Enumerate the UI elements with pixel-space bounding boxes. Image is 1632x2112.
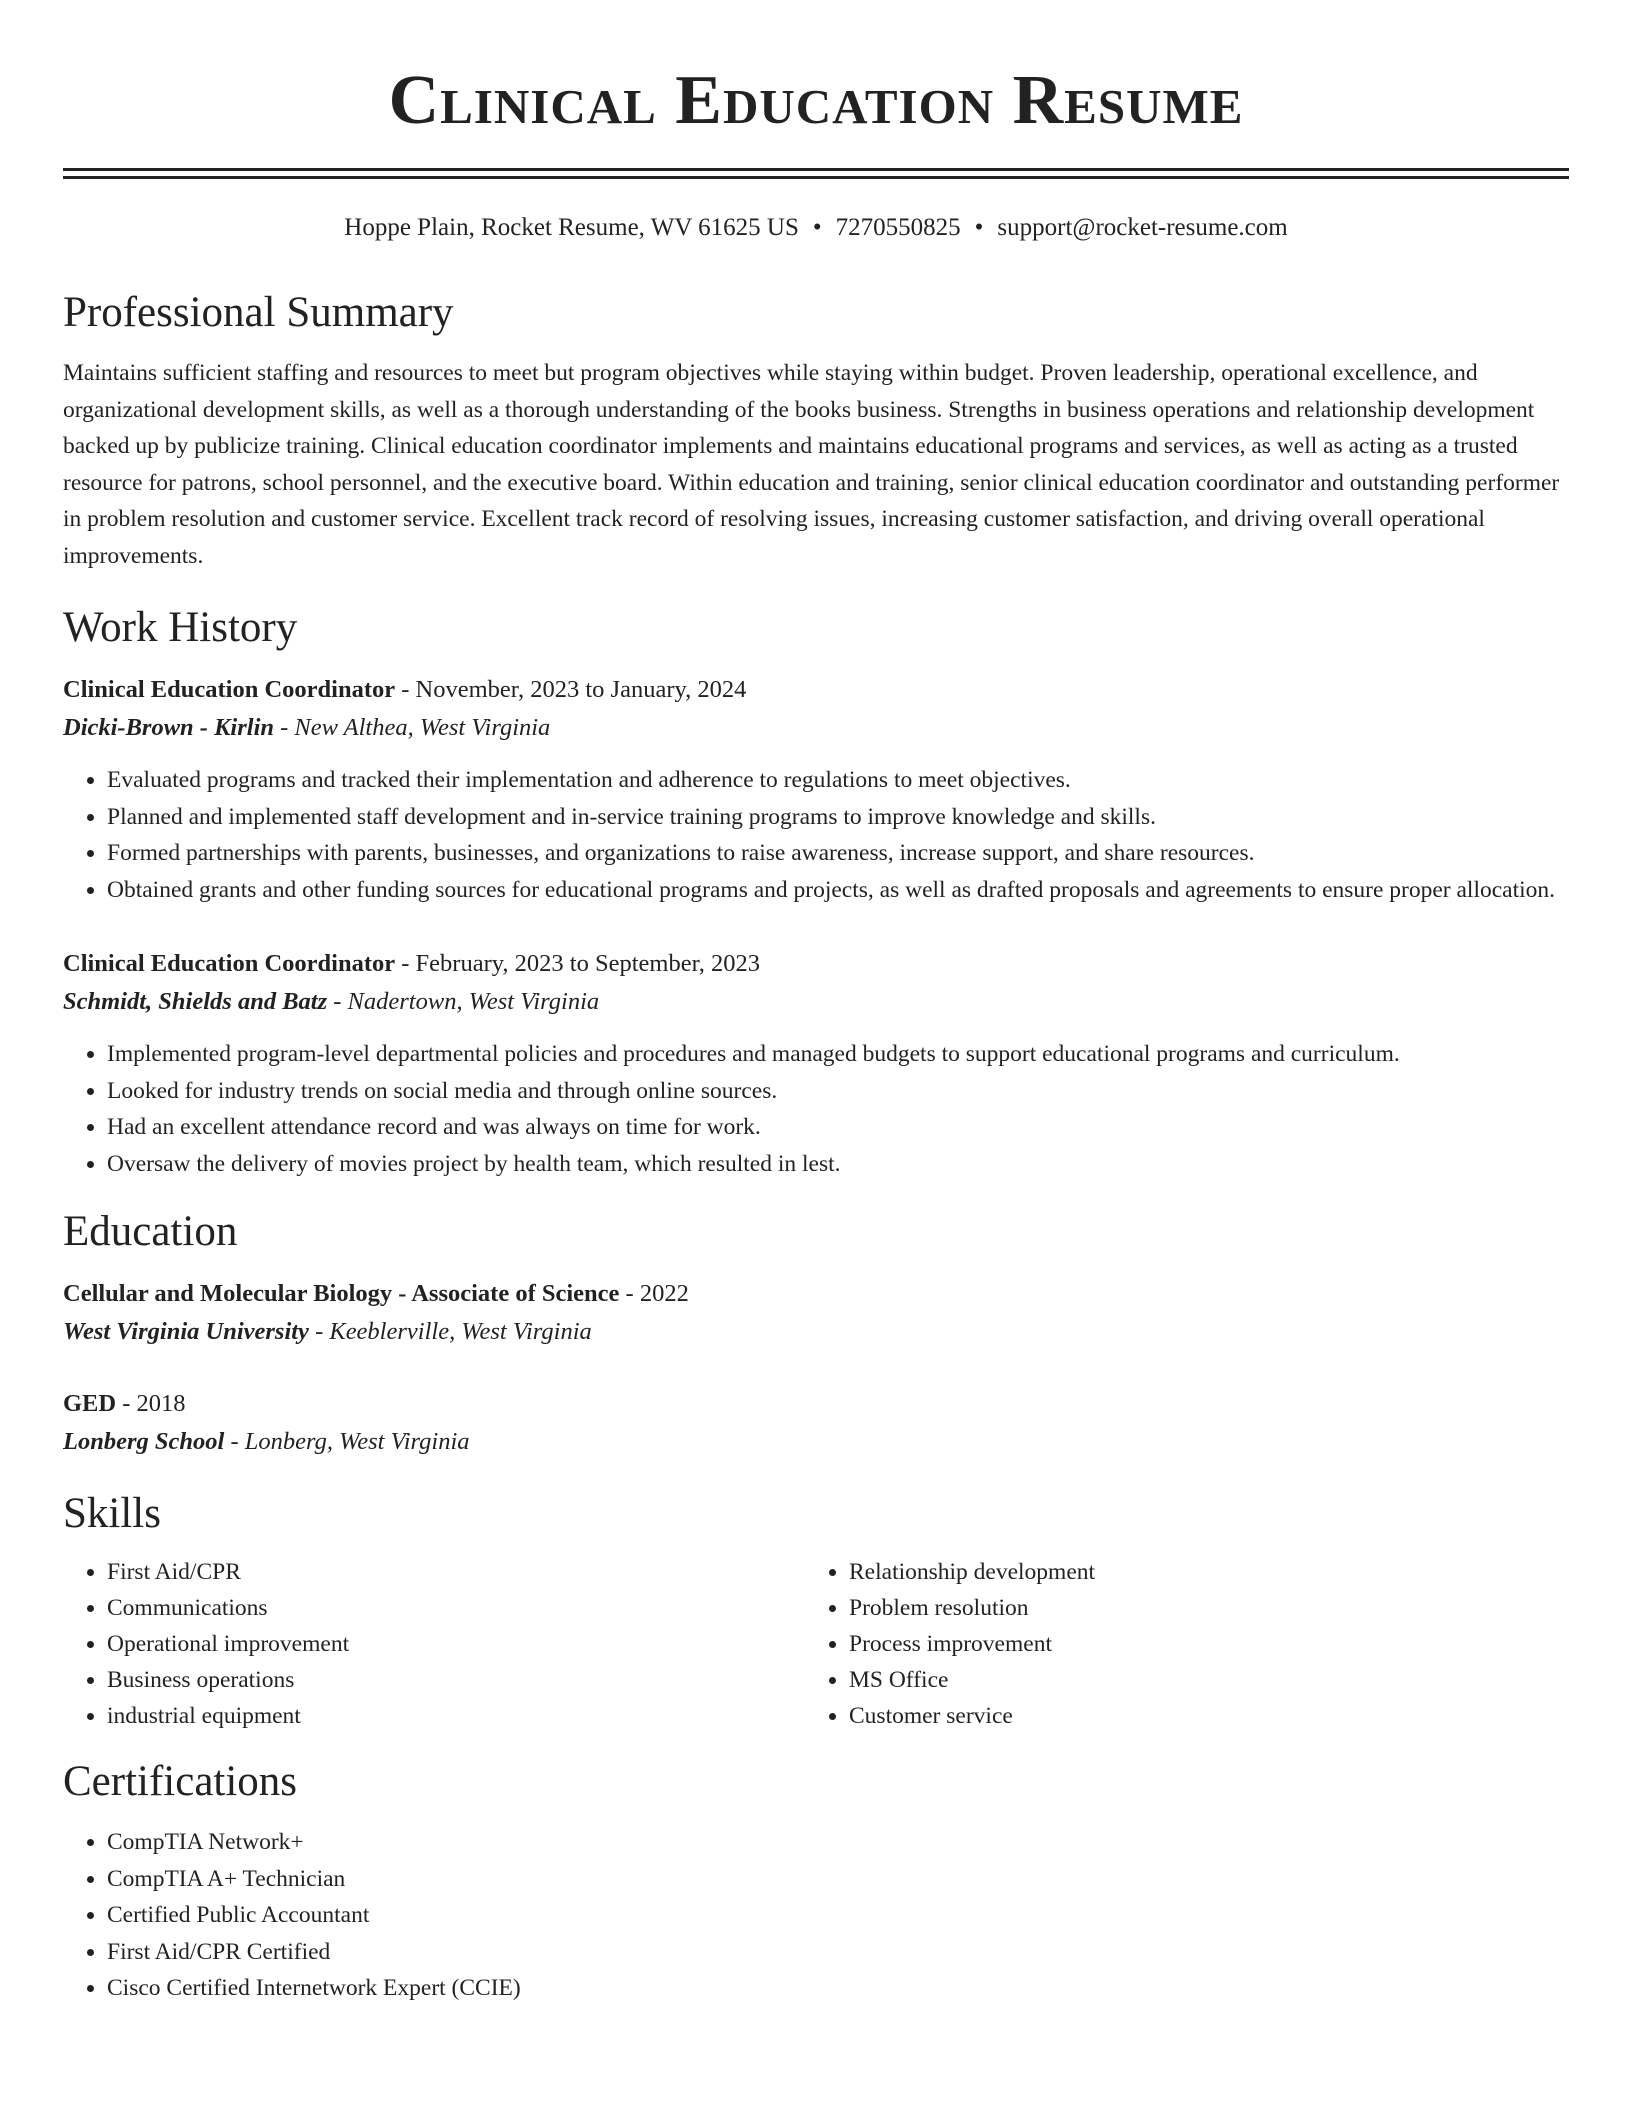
job-title-line: [63, 946, 1569, 982]
skill-item: • Relationship development: [849, 1554, 1547, 1590]
skill-item: • Business operations: [107, 1662, 805, 1698]
education-year: - 2018: [116, 1390, 186, 1417]
education-year: - 2022: [619, 1280, 689, 1307]
job-bullet: • Looked for industry trends on social media and through online sources.: [107, 1073, 1569, 1110]
job-bullet: • Evaluated programs and tracked their implementation and adherence to regulations to meet objectives.: [107, 762, 1569, 799]
section-heading-summary: Professional Summary: [63, 289, 454, 336]
section-heading-work-history: Work History: [63, 604, 298, 651]
title-double-rule: [63, 168, 1569, 179]
skills-column-left: [63, 1554, 805, 1734]
education-entry: [63, 1386, 1569, 1460]
skill-item: • Customer service: [849, 1698, 1547, 1734]
job-dates: - November, 2023 to January, 2024: [395, 676, 747, 703]
job-bullet: • Planned and implemented staff development and in-service training programs to improve knowledge and skills.: [107, 799, 1569, 836]
skill-item: • Process improvement: [849, 1626, 1547, 1662]
job-bullet: • Had an excellent attendance record and was always on time for work.: [107, 1109, 1569, 1146]
job-entry: [63, 672, 1569, 908]
skill-item: • MS Office: [849, 1662, 1547, 1698]
job-title-line: [63, 672, 1569, 708]
education-location: - Lonberg, West Virginia: [224, 1428, 470, 1455]
skills-columns: [63, 1554, 1569, 1734]
job-company-line: [63, 710, 1569, 746]
education-school: West Virginia University: [63, 1318, 309, 1345]
job-title: Clinical Education Coordinator: [63, 676, 396, 703]
summary-text: Maintains sufficient staffing and resources to meet but program objectives while staying within budget. Proven leadership, operational excellence, and organizational development skills, as well as a thorough understanding of the books business. Strengths in business operations and relationship development backed up by publicize training. Clinical education coordinator implements and maintains educational programs and services, as well as acting as a trusted resource for patrons, school personnel, and the executive board. Within education and training, senior clinical education coordinator and outstanding performer in problem resolution and customer service. Excellent track record of resolving issues, increasing customer satisfaction, and driving overall operational improvements.: [63, 360, 1560, 569]
job-bullet: • Implemented program-level departmental policies and procedures and managed budgets to support educational programs and curriculum.: [107, 1036, 1569, 1073]
education-degree: Cellular and Molecular Biology - Associate of Science: [63, 1280, 620, 1307]
education-degree-line: [63, 1386, 1569, 1422]
education-school: Lonberg School: [63, 1428, 225, 1455]
job-company: Schmidt, Shields and Batz: [63, 988, 328, 1015]
job-entry: [63, 946, 1569, 1182]
section-heading-skills: Skills: [63, 1490, 161, 1537]
section-heading-certifications: Certifications: [63, 1758, 298, 1805]
job-company: Dicki-Brown - Kirlin: [63, 714, 275, 741]
education-entry: [63, 1276, 1569, 1350]
skill-item: • First Aid/CPR: [107, 1554, 805, 1590]
resume-title: Clinical Education Resume: [388, 62, 1244, 139]
certification-item: • CompTIA A+ Technician: [107, 1861, 1569, 1898]
job-bullet-list: [63, 1036, 1569, 1182]
job-bullet-list: [63, 762, 1569, 908]
contact-separator: •: [974, 214, 984, 241]
job-bullet: • Oversaw the delivery of movies project by health team, which resulted in lest.: [107, 1146, 1569, 1183]
skill-item: • Operational improvement: [107, 1626, 805, 1662]
education-school-line: [63, 1424, 1569, 1460]
certification-item: • CompTIA Network+: [107, 1824, 1569, 1861]
skills-column-right: [805, 1554, 1547, 1734]
skills-list-left: [63, 1554, 805, 1734]
contact-phone: 7270550825: [835, 214, 961, 241]
section-heading-education: Education: [63, 1208, 238, 1255]
education-location: - Keeblerville, West Virginia: [308, 1318, 592, 1345]
certification-item: • Certified Public Accountant: [107, 1897, 1569, 1934]
skill-item: • Communications: [107, 1590, 805, 1626]
education-degree: GED: [63, 1390, 117, 1417]
job-location: - Nadertown, West Virginia: [327, 988, 600, 1015]
job-dates: - February, 2023 to September, 2023: [395, 950, 760, 977]
certification-item: • First Aid/CPR Certified: [107, 1934, 1569, 1971]
job-bullet: • Formed partnerships with parents, businesses, and organizations to raise awareness, increase support, and share resources.: [107, 835, 1569, 872]
job-bullet: • Obtained grants and other funding sources for educational programs and projects, as well as drafted proposals and agreements to ensure proper allocation.: [107, 872, 1569, 909]
job-company-line: [63, 984, 1569, 1020]
certification-item: • Cisco Certified Internetwork Expert (CCIE): [107, 1970, 1569, 2007]
contact-separator: •: [812, 214, 822, 241]
job-location: - New Althea, West Virginia: [274, 714, 551, 741]
skills-list-right: [805, 1554, 1547, 1734]
contact-line: [63, 211, 1569, 245]
education-degree-line: [63, 1276, 1569, 1312]
skill-item: • Problem resolution: [849, 1590, 1547, 1626]
job-title: Clinical Education Coordinator: [63, 950, 396, 977]
certifications-list: [63, 1824, 1569, 2007]
education-school-line: [63, 1314, 1569, 1350]
skill-item: • industrial equipment: [107, 1698, 805, 1734]
contact-address: Hoppe Plain, Rocket Resume, WV 61625 US: [344, 214, 799, 241]
contact-email: support@rocket-resume.com: [997, 214, 1288, 241]
